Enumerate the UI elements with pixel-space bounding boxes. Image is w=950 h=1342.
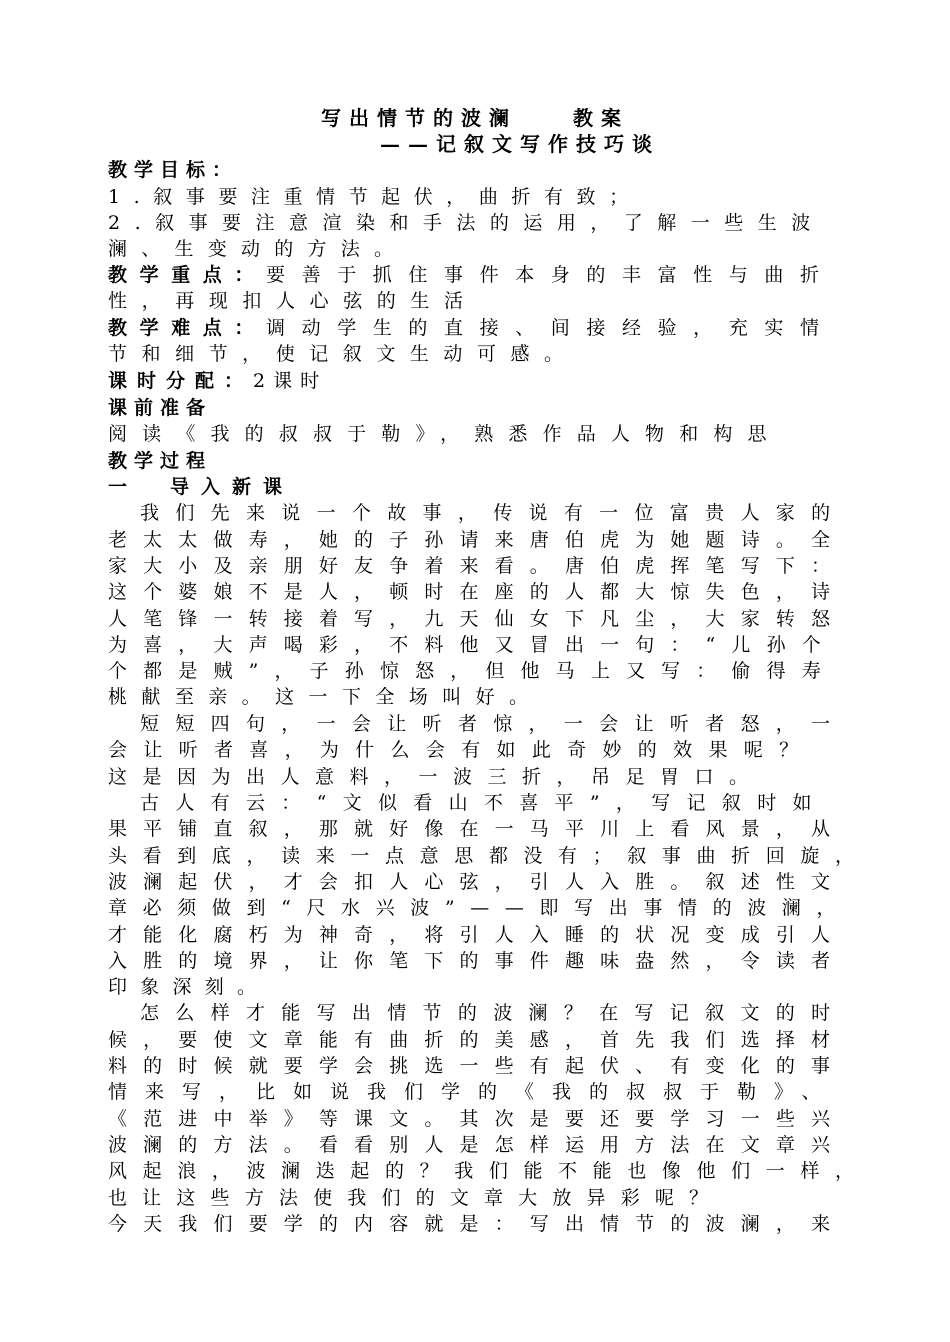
difficulty-line-1 <box>108 315 830 341</box>
teaching-goals-label: 教学目标： <box>108 159 239 181</box>
body-line: 我们先来说一个故事，传说有一位富贵人家的 <box>140 502 847 524</box>
body-line: 波澜的方法。看看别人是怎样运用方法在文章兴 <box>108 1134 847 1156</box>
document-title: 写出情节的波澜 教案 <box>321 106 629 130</box>
body-line: 也让这些方法使我们的文章大放异彩呢？ <box>108 1187 724 1209</box>
document-subtitle: ——记叙文写作技巧谈 <box>380 132 660 156</box>
key-point-text: 要善于抓住事件本身的丰富性与曲折 <box>266 264 830 286</box>
body-line: 章必须做到“尺水兴波”——即写出事情的波澜， <box>108 897 852 919</box>
body-line: 会让听者喜，为什么会有如此奇妙的效果呢？ <box>108 739 815 761</box>
section-1-heading: 一 导入新课 <box>108 476 295 498</box>
preparation-label: 课前准备 <box>108 397 213 419</box>
goal-2-line-1: 2.叙事要注意渲染和手法的运用，了解一些生波 <box>108 212 825 234</box>
body-line: 老太太做寿，她的子孙请来唐伯虎为她题诗。全 <box>108 529 847 551</box>
hours-value: 2课时 <box>253 370 328 392</box>
preparation-text: 阅读《我的叔叔于勒》，熟悉作品人物和构思 <box>108 423 782 445</box>
body-line: 风起浪，波澜迭起的？我们能不能也像他们一样， <box>108 1160 870 1182</box>
body-line: 情来写，比如说我们学的《我的叔叔于勒》、 <box>108 1081 839 1103</box>
body-line: 波澜起伏，才会扣人心弦，引人入胜。叙述性文 <box>108 871 847 893</box>
body-line: 印象深刻。 <box>108 976 270 998</box>
hours-line <box>108 368 358 394</box>
body-line: 古人有云：“文似看山不喜平”，写记叙时如 <box>140 792 828 814</box>
body-line: 候，要使文章能有曲折的美感，首先我们选择材 <box>108 1029 847 1051</box>
body-line: 桃献至亲。这一下全场叫好。 <box>108 686 543 708</box>
body-line: 入胜的境界，让你笔下的事件趣味盎然，令读者 <box>108 950 847 972</box>
body-line: 料的时候就要学会挑选一些有起伏、有变化的事 <box>108 1055 847 1077</box>
body-line: 人笔锋一转接着写，九天仙女下凡尘，大家转怒 <box>108 608 847 630</box>
body-line: 才能化腐朽为神奇，将引人入睡的状况变成引人 <box>108 924 847 946</box>
body-line: 家大小及亲朋好友争着来看。唐伯虎挥笔写下： <box>108 555 847 577</box>
body-line: 怎么样才能写出情节的波澜？在写记叙文的时 <box>140 1002 847 1024</box>
body-line: 短短四句，一会让听者惊，一会让听者怒，一 <box>140 713 847 735</box>
body-line: 果平铺直叙，那就好像在一马平川上看风景，从 <box>108 818 847 840</box>
difficulty-text: 调动学生的直接、间接经验，充实情 <box>266 317 830 339</box>
goal-2-line-2: 澜、生变动的方法。 <box>108 238 408 260</box>
body-line: 今天我们要学的内容就是：写出情节的波澜，来 <box>108 1213 847 1235</box>
hours-label: 课时分配： <box>108 370 254 392</box>
body-line: 头看到底，读来一点意思都没有；叙事曲折回旋， <box>108 845 870 867</box>
body-line: 为喜，大声喝彩，不料他又冒出一句：“儿孙个 <box>108 634 837 656</box>
difficulty-line-2: 节和细节，使记叙文生动可感。 <box>108 343 578 365</box>
process-label: 教学过程 <box>108 450 213 472</box>
key-point-line-2: 性，再现扣人心弦的生活 <box>108 290 478 312</box>
key-point-label: 教学重点： <box>108 264 266 286</box>
body-line: 《范进中举》等课文。其次是要还要学习一些兴 <box>108 1108 847 1130</box>
key-point-line-1 <box>108 262 830 288</box>
body-line: 这是因为出人意料，一波三折，吊足胃口。 <box>108 766 764 788</box>
body-line: 这个婆娘不是人，顿时在座的人都大惊失色，诗 <box>108 581 847 603</box>
goal-1: 1.叙事要注重情节起伏，曲折有致； <box>108 186 642 208</box>
difficulty-label: 教学难点： <box>108 317 266 339</box>
body-line: 个都是贼”，子孙惊怒，但他马上又写：偷得寿 <box>108 660 837 682</box>
